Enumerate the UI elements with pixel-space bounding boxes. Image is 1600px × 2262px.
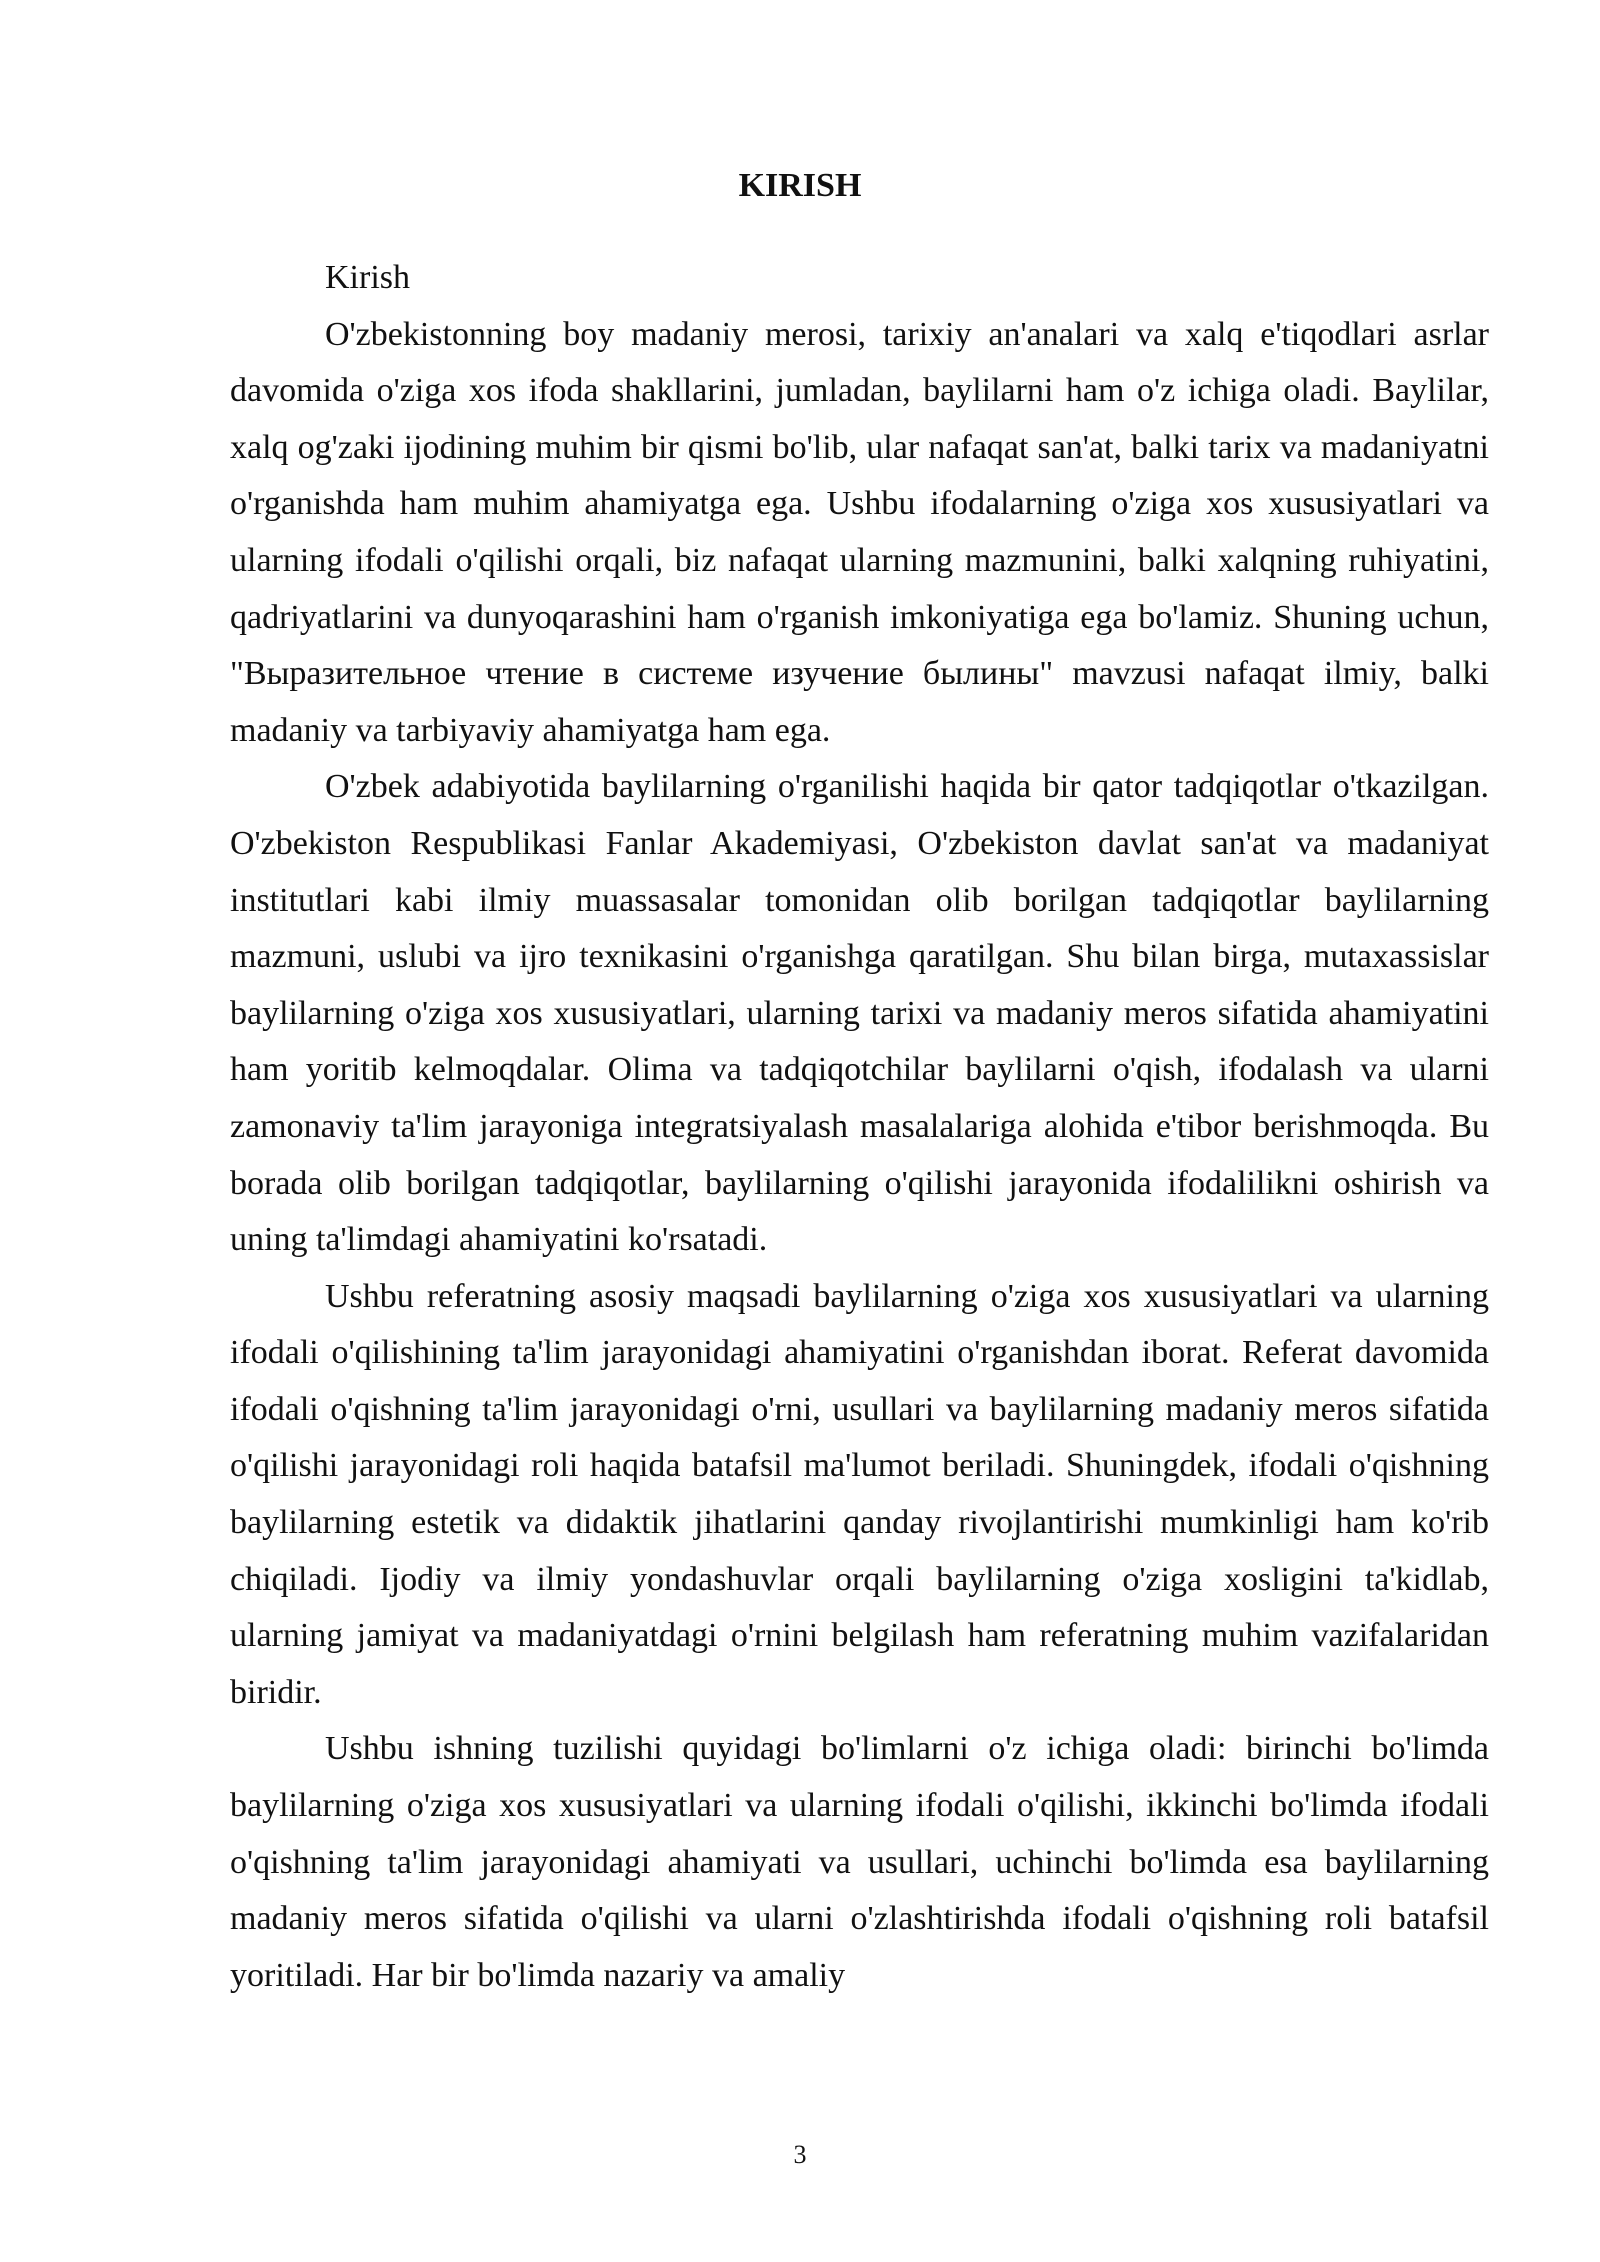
paragraph-2: O'zbek adabiyotida baylilarning o'rganilishi haqida bir qator tadqiqotlar o'tkazilgan. O'zbekiston Respublikasi Fanlar Akademiyasi, O'zbekiston davlat san'at va madaniyat institutlari kabi ilmiy muassasalar tomonidan olib borilgan tadqiqotlar baylilarning mazmuni, uslubi va ijro texnikasini o'rganishga qaratilgan. Shu bilan birga, mutaxassislar baylilarning o'ziga xos xususiyatlari, ularning tarixi va madaniy meros sifatida ahamiyatini ham yoritib kelmoqdalar. Olima va tadqiqotchilar baylilarni o'qish, ifodalash va ularni zamonaviy ta'lim jarayoniga integratsiyalash masalalariga alohida e'tibor berishmoqda. Bu borada olib borilgan tadqiqotlar, baylilarning o'qilishi jarayonida ifodalilikni oshirish va uning ta'limdagi ahamiyatini ko'rsatadi.	[230, 768, 1489, 1259]
subheading: Kirish	[325, 259, 410, 296]
paragraph-3: Ushbu referatning asosiy maqsadi baylilarning o'ziga xos xususiyatlari va ularning ifodali o'qilishining ta'lim jarayonidagi ahamiyatini o'rganishdan iborat. Referat davomida ifodali o'qishning ta'lim jarayonidagi o'rni, usullari va baylilarning madaniy meros sifatida o'qilishi jarayonidagi roli haqida batafsil ma'lumot beriladi. Shuningdek, ifodali o'qishning baylilarning estetik va didaktik jihatlarini qanday rivojlantirishi mumkinligi ham ko'rib chiqiladi. Ijodiy va ilmiy yondashuvlar orqali baylilarning o'ziga xosligini ta'kidlab, ularning jamiyat va madaniyatdagi o'rnini belgilash ham referatning muhim vazifalaridan biridir.	[230, 1277, 1489, 1711]
page-number: 3	[793, 2140, 807, 2169]
paragraph-1: O'zbekistonning boy madaniy merosi, tarixiy an'analari va xalq e'tiqodlari asrlar davomida o'ziga xos ifoda shakllarini, jumladan, baylilarni ham o'z ichiga oladi. Baylilar, xalq og'zaki ijodining muhim bir qismi bo'lib, ular nafaqat san'at, balki tarix va madaniyatni o'rganishda ham muhim ahamiyatga ega. Ushbu ifodalarning o'ziga xos xususiyatlari va ularning ifodali o'qilishi orqali, biz nafaqat ularning mazmunini, balki xalqning ruhiyatini, qadriyatlarini va dunyoqarashini ham o'rganish imkoniyatiga ega bo'lamiz. Shuning uchun, "Выразительное чтение в системе изучение былины" mavzusi nafaqat ilmiy, balki madaniy va tarbiyaviy ahamiyatga ham ega.	[230, 315, 1489, 749]
paragraph-4: Ushbu ishning tuzilishi quyidagi bo'limlarni o'z ichiga oladi: birinchi bo'limda baylilarning o'ziga xos xususiyatlari va ularning ifodali o'qilishi, ikkinchi bo'limda ifodali o'qishning ta'lim jarayonidagi ahamiyati va usullari, uchinchi bo'limda esa baylilarning madaniy meros sifatida o'qilishi va ularni o'zlashtirishda ifodali o'qishning roli batafsil yoritiladi. Har bir bo'limda nazariy va amaliy	[230, 1730, 1489, 1994]
page-title: KIRISH	[738, 167, 862, 204]
document-body	[230, 250, 1489, 2004]
